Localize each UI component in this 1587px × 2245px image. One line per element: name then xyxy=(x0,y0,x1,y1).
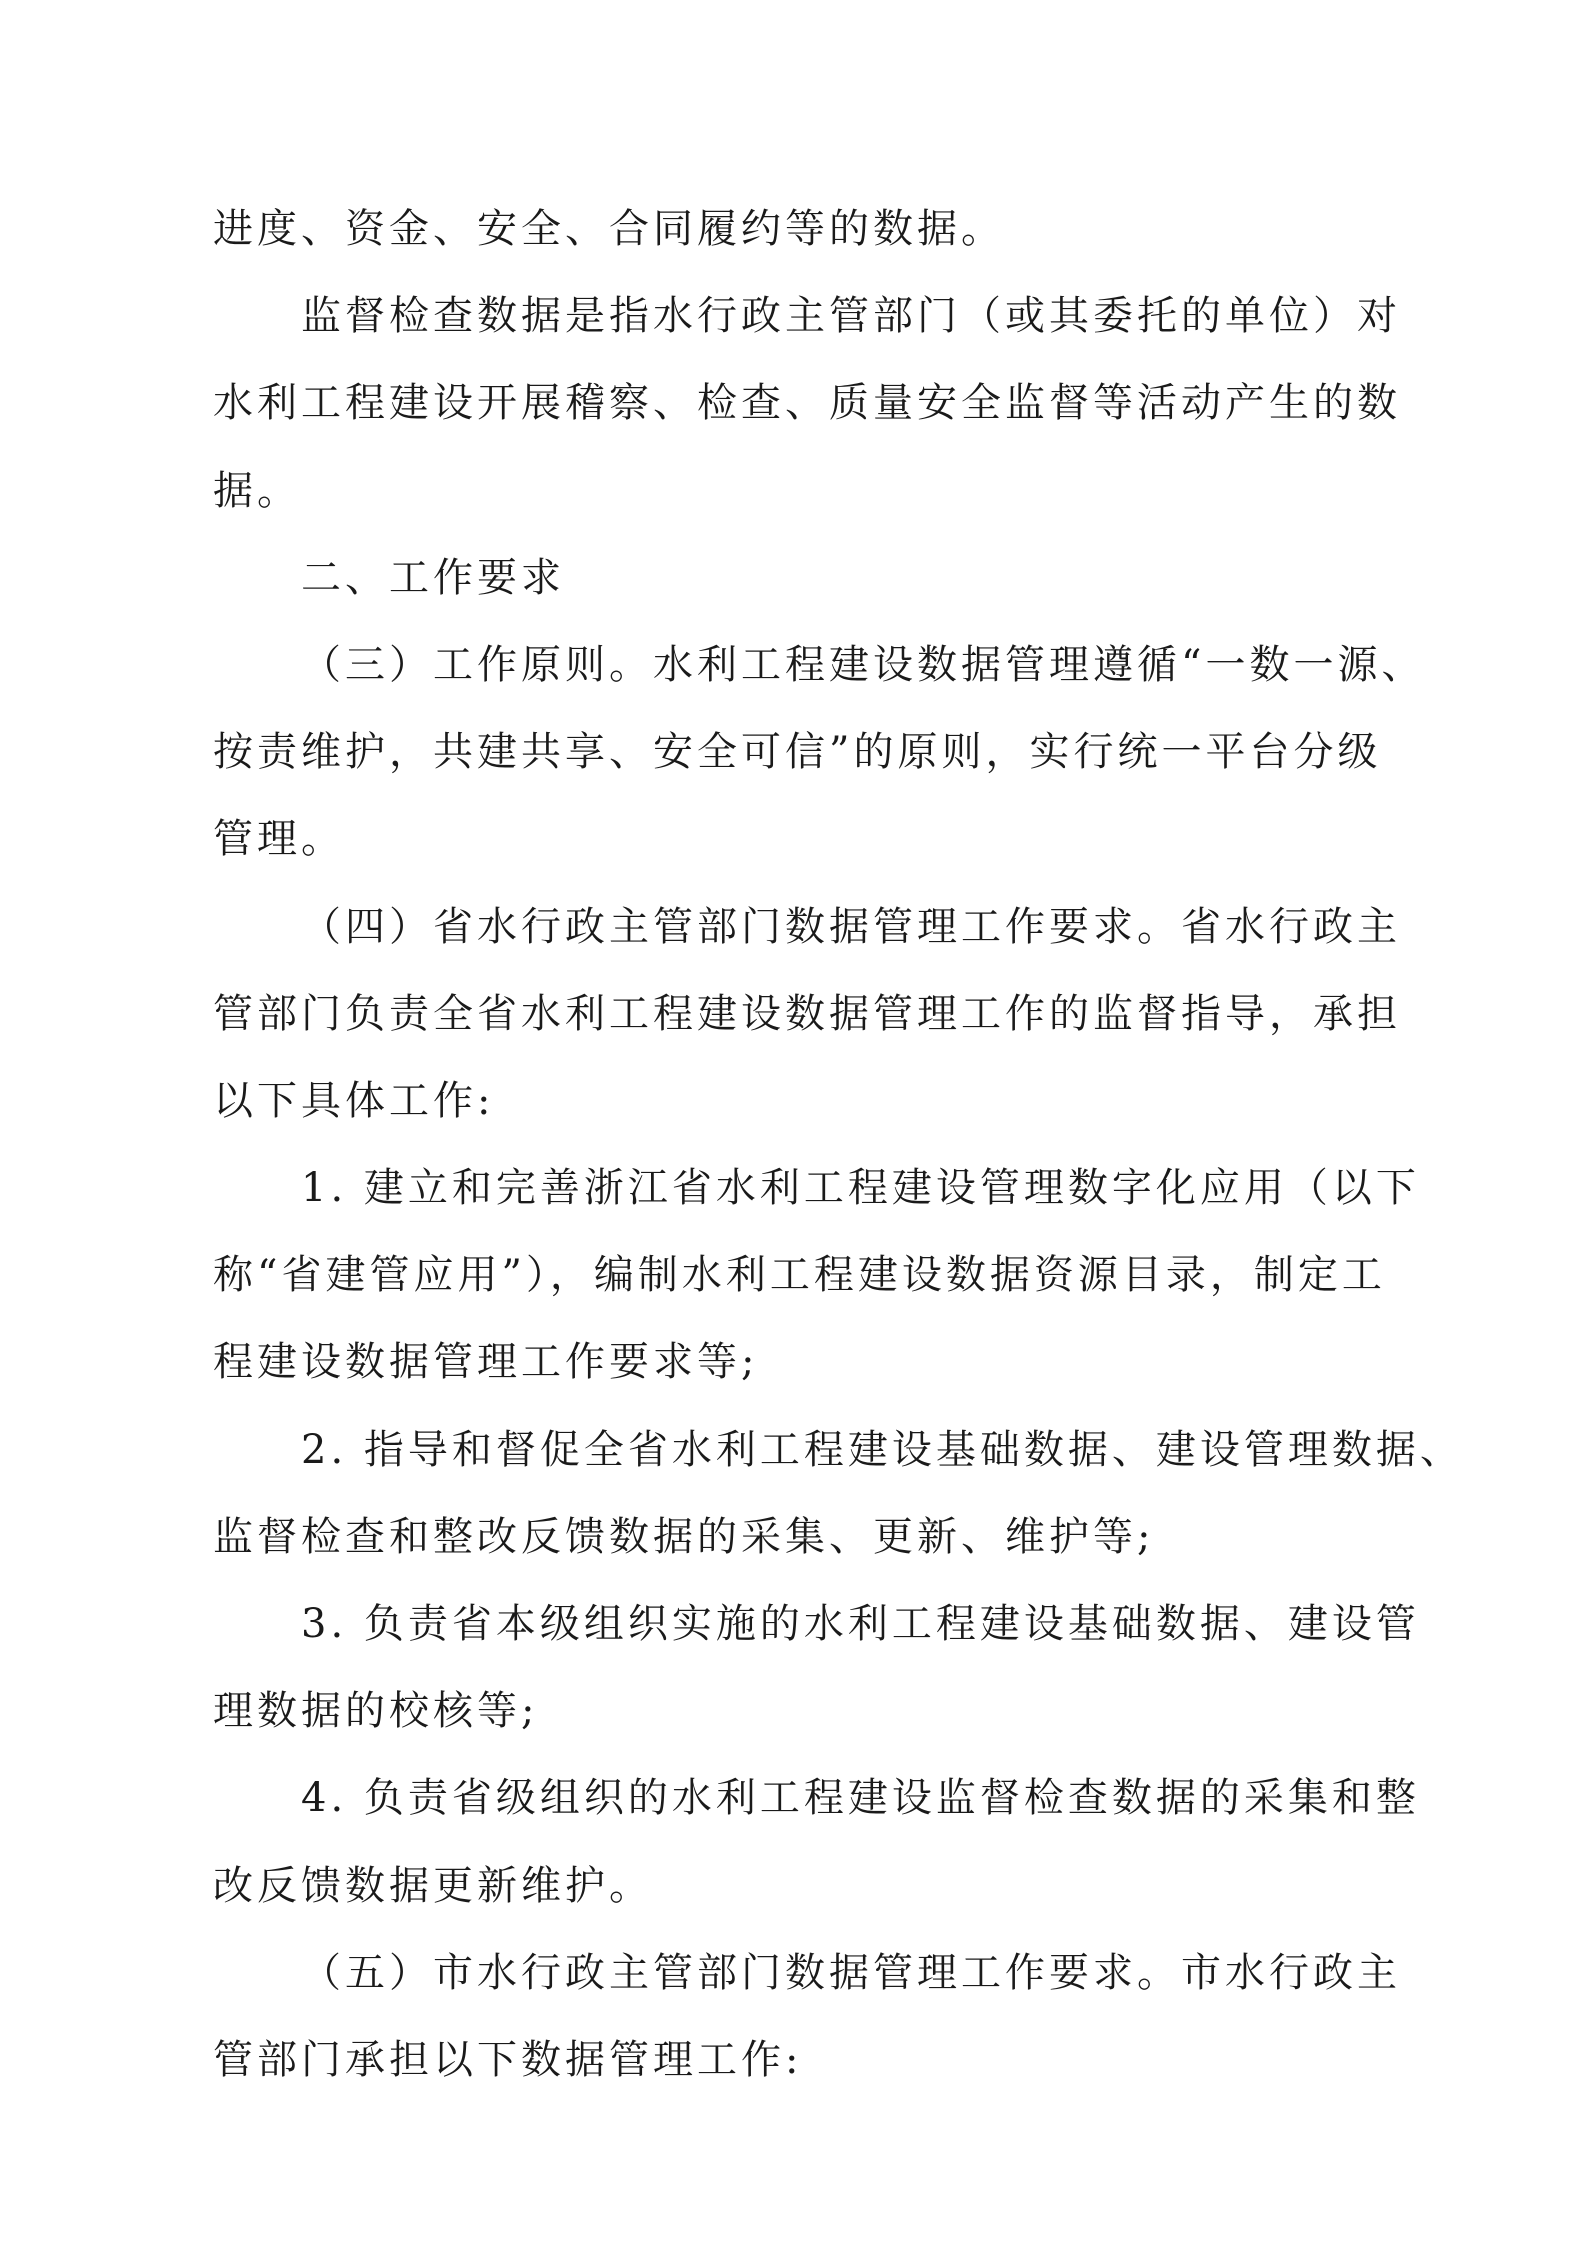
paragraph-line: 监督检查数据是指水行政主管部门（或其委托的单位）对 xyxy=(301,293,1401,340)
list-item-line: 称“省建管应用”），编制水利工程建设数据资源目录，制定工 xyxy=(213,1252,1386,1299)
list-item-line: 1. 建立和完善浙江省水利工程建设管理数字化应用（以下 xyxy=(301,1165,1420,1212)
list-item-line: 3. 负责省本级组织实施的水利工程建设基础数据、建设管 xyxy=(301,1601,1420,1647)
list-item-line: 理数据的校核等; xyxy=(213,1688,539,1735)
paragraph-line: （四）省水行政主管部门数据管理工作要求。省水行政主 xyxy=(301,903,1401,950)
list-item-line: 监督检查和整改反馈数据的采集、更新、维护等; xyxy=(213,1513,1155,1560)
list-item-line: 程建设数据管理工作要求等; xyxy=(213,1339,759,1386)
paragraph-line: 据。 xyxy=(213,467,301,514)
paragraph-line: 以下具体工作: xyxy=(213,1077,495,1124)
document-body xyxy=(213,186,1464,2104)
paragraph-line: 进度、资金、安全、合同履约等的数据。 xyxy=(213,206,1005,252)
paragraph-line: （三）工作原则。水利工程建设数据管理遵循“一数一源、 xyxy=(301,641,1426,688)
paragraph-line: 管部门负责全省水利工程建设数据管理工作的监督指导，承担 xyxy=(213,990,1401,1037)
paragraph-line: 按责维护，共建共享、安全可信”的原则，实行统一平台分级 xyxy=(213,729,1382,776)
paragraph-line: （五）市水行政主管部门数据管理工作要求。市水行政主 xyxy=(301,1949,1401,1996)
paragraph-line: 水利工程建设开展稽察、检查、质量安全监督等活动产生的数 xyxy=(213,380,1401,427)
paragraph-line: 管部门承担以下数据管理工作: xyxy=(213,2036,803,2083)
paragraph-line: 管理。 xyxy=(213,816,345,863)
section-heading: 二、工作要求 xyxy=(301,554,565,601)
list-item-line: 改反馈数据更新维护。 xyxy=(213,1862,653,1909)
list-item-line: 2. 指导和督促全省水利工程建设基础数据、建设管理数据、 xyxy=(301,1426,1464,1473)
list-item-line: 4. 负责省级组织的水利工程建设监督检查数据的采集和整 xyxy=(301,1775,1420,1822)
